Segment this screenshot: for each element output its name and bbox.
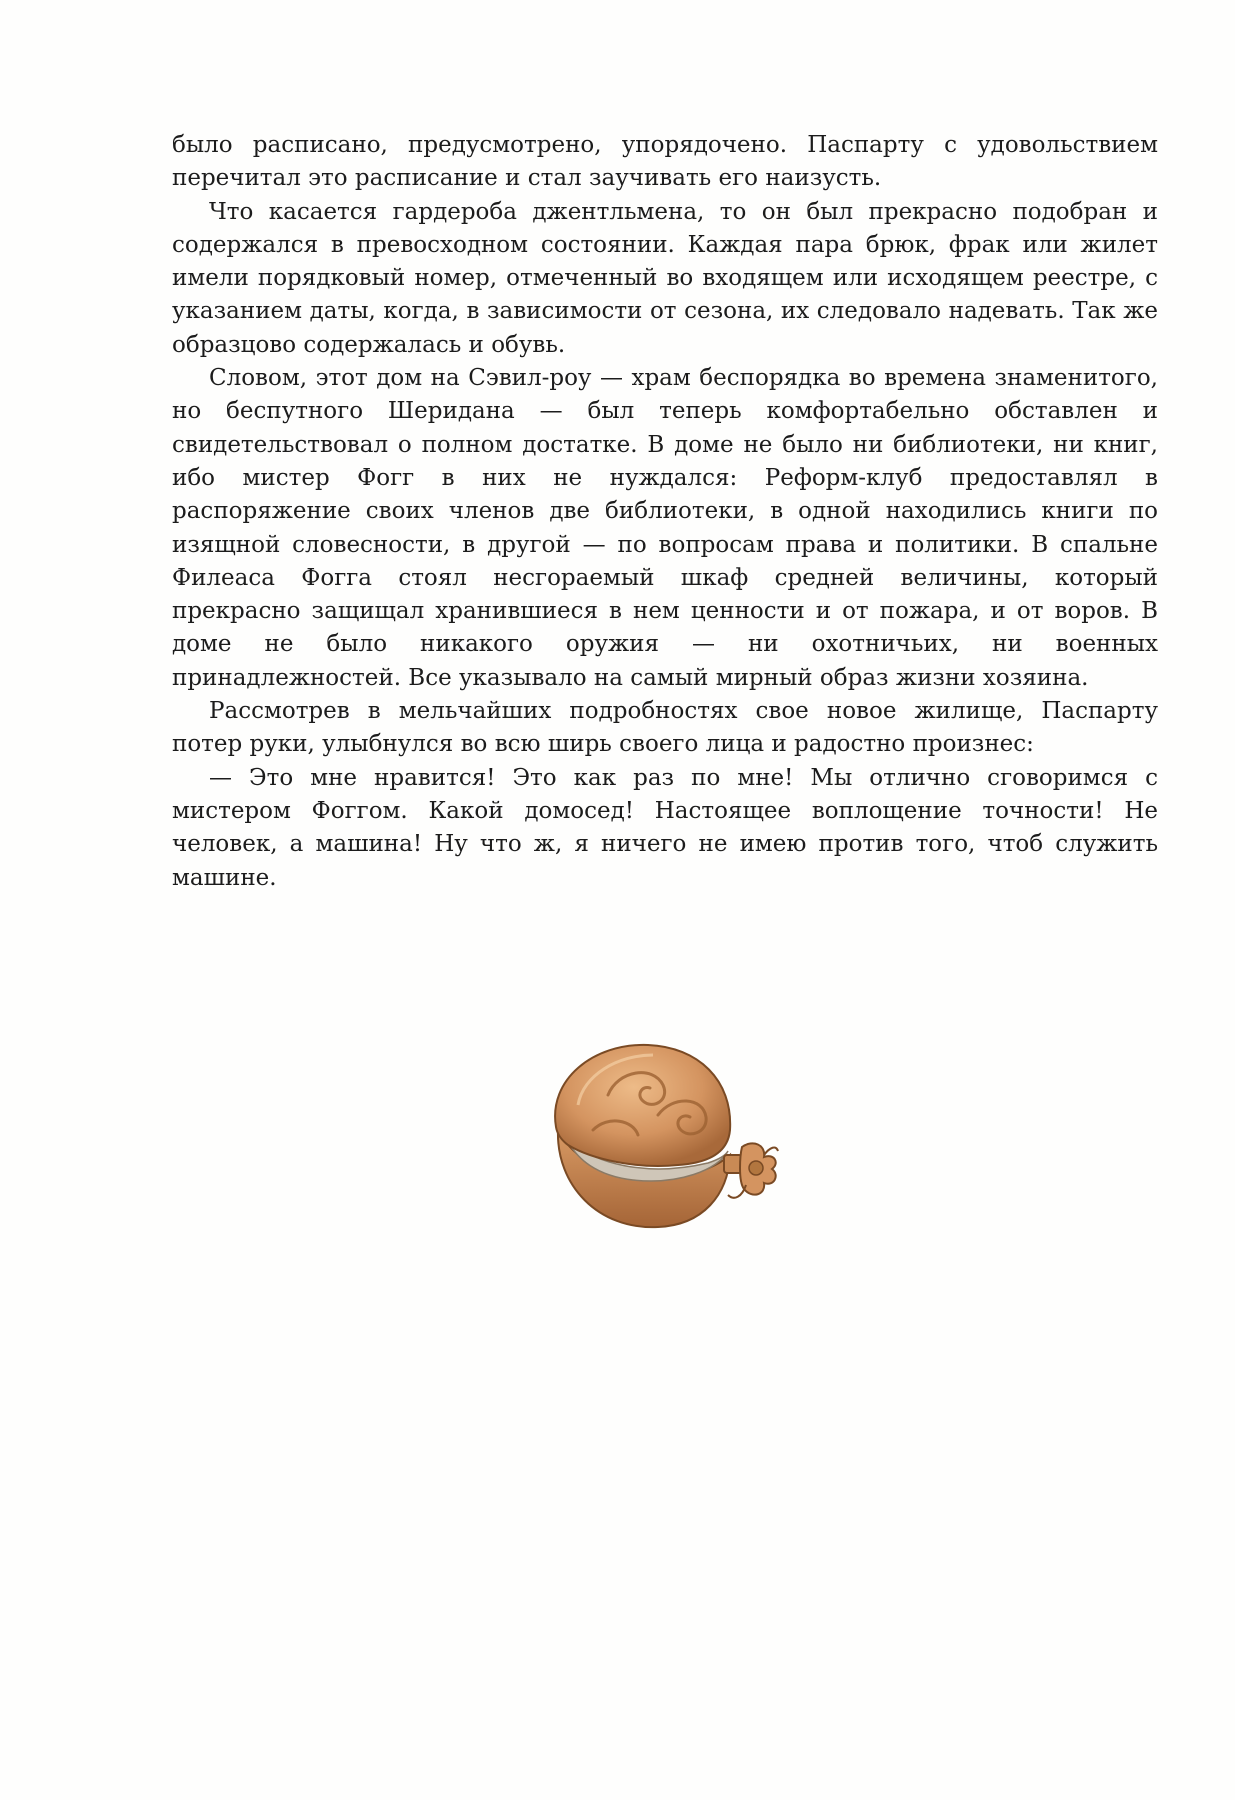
paragraph-2: Что касается гардероба джентльмена, то он был прекрасно подобран и содержался в превосходном состоянии. Каждая пара брюк, фрак или жилет имели порядковый номер, отмеченный во входящем или исходящем реестре, с указанием даты, когда, в зависимости от сезона, их следовало надевать. Так же образцово содержалась и обувь. bbox=[172, 198, 1158, 358]
watch-crown bbox=[724, 1143, 778, 1197]
paragraph-3: Словом, этот дом на Сэвил-роу — храм беспорядка во времена знаменитого, но беспутного Шеридана — был теперь комфортабельно обставлен и свидетельствовал о полном достатке. В доме не было ни библиотеки, ни книг, ибо мистер Фогг в них не нуждался: Реформ-клуб предоставлял в распоряжение своих членов две библиотеки, в одной находились книги по изящной словесности, в другой — по вопросам права и политики. В спальне Филеаса Фогга стоял несгораемый шкаф средней величины, который прекрасно защищал хранившиеся в нем ценности и от пожара, и от воров. В доме не было никакого оружия — ни охотничьих, ни военных принадлежностей. Все указывало на самый мирный образ жизни хозяина. bbox=[172, 365, 1158, 691]
watch-lid bbox=[555, 1045, 730, 1166]
paragraph-4: Рассмотрев в мельчайших подробностях свое новое жилище, Паспарту потер руки, улыбнулся во всю ширь своего лица и радостно произнес: bbox=[172, 698, 1158, 758]
body-text bbox=[172, 129, 1158, 895]
paragraph-1: было расписано, предусмотрено, упорядочено. Паспарту с удовольствием перечитал это расписание и стал заучивать его наизусть. bbox=[172, 132, 1158, 192]
pocket-watch-icon bbox=[538, 1035, 798, 1245]
paragraph-5: — Это мне нравится! Это как раз по мне! Мы отлично сговоримся с мистером Фоггом. Какой домосед! Настоящее воплощение точности! Не человек, а машина! Ну что ж, я ничего не имею против того, чтоб служить машине. bbox=[172, 764, 1158, 891]
